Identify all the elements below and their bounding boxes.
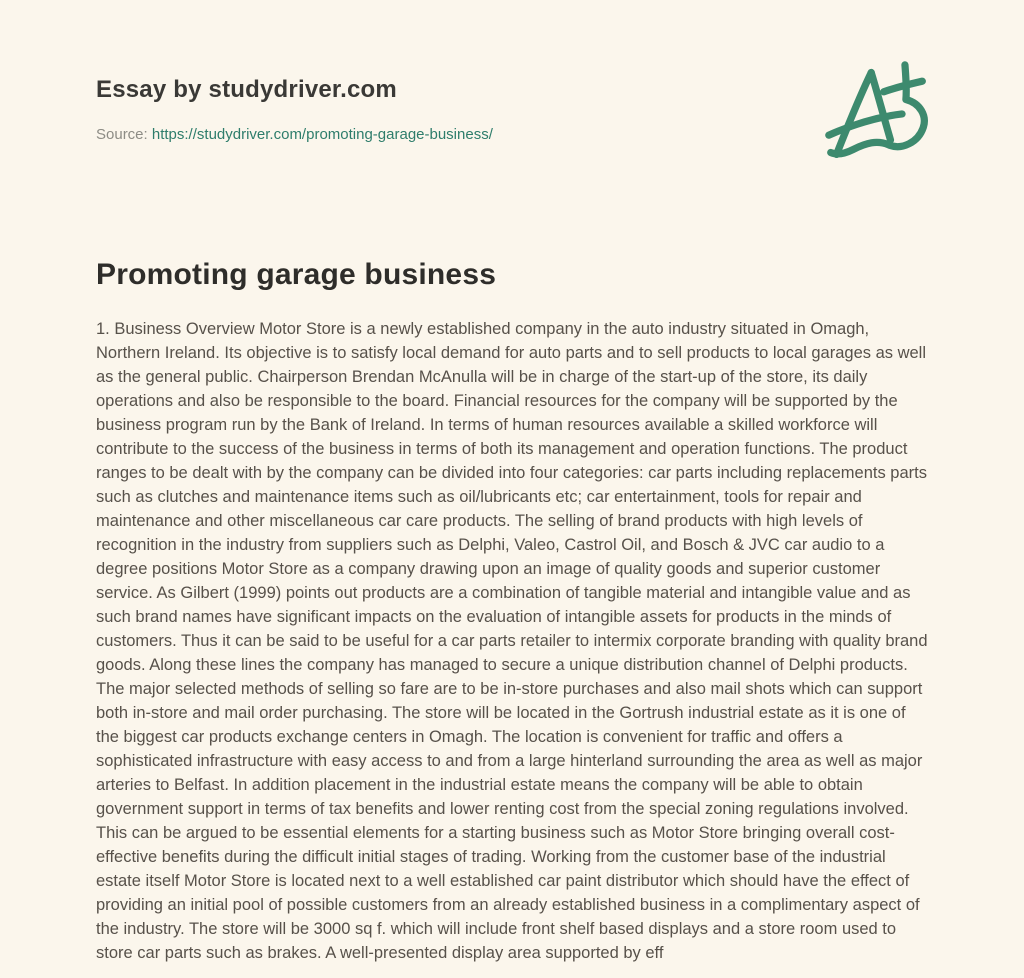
source-label: Source: xyxy=(96,126,148,143)
source-line xyxy=(96,126,928,143)
site-title: Essay by studydriver.com xyxy=(96,76,397,103)
page-header xyxy=(96,76,928,143)
a-plus-logo-icon xyxy=(824,60,930,166)
essay-title: Promoting garage business xyxy=(96,258,497,291)
essay-body: 1. Business Overview Motor Store is a newly established company in the auto industry situated in Omagh, Northern Ireland. Its objective is to satisfy local demand for auto parts and to sell products to local garages as well as the general public. Chairperson Brendan McAnulla will be in charge of the start-up of the store, its daily operations and also be responsible to the board. Financial resources for the company will be supported by the business program run by the Bank of Ireland. In terms of human resources available a skilled workforce will contribute to the success of the business in terms of both its management and operation functions. The product ranges to be dealt with by the company can be divided into four categories: car parts including replacements parts such as clutches and maintenance items such as oil/lubricants etc; car entertainment, tools for repair and maintenance and other miscellaneous car care products. The selling of brand products with high levels of recognition in the industry from suppliers such as Delphi, Valeo, Castrol Oil, and Bosch & JVC car audio to a degree positions Motor Store as a company drawing upon an image of quality goods and superior customer service. As Gilbert (1999) points out products are a combination of tangible material and intangible value and as such brand names have significant impacts on the evaluation of intangible assets for products in the minds of customers. Thus it can be said to be useful for a car parts retailer to intermix corporate branding with quality brand goods. Along these lines the company has managed to secure a unique distribution channel of Delphi products. The major selected methods of selling so fare are to be in-store purchases and also mail shots which can support both in-store and mail order purchasing. The store will be located in the Gortrush industrial estate as it is one of the biggest car products exchange centers in Omagh. The location is convenient for traffic and offers a sophisticated infrastructure with easy access to and from a large hinterland surrounding the area as well as major arteries to Belfast. In addition placement in the industrial estate means the company will be able to obtain government support in terms of tax benefits and lower renting cost from the special zoning regulations involved. This can be argued to be essential elements for a starting business such as Motor Store bringing overall cost-effective benefits during the difficult initial stages of trading. Working from the customer base of the industrial estate itself Motor Store is located next to a well established car paint distributor which should have the effect of providing an initial pool of possible customers from an already established business in a complimentary aspect of the industry. The store will be 3000 sq f. which will include front shelf based displays and a store room used to store car parts such as brakes. A well-presented display area supported by eff xyxy=(96,320,928,962)
source-link[interactable]: https://studydriver.com/promoting-garage-business/ xyxy=(151,126,493,143)
essay-article xyxy=(96,257,928,965)
